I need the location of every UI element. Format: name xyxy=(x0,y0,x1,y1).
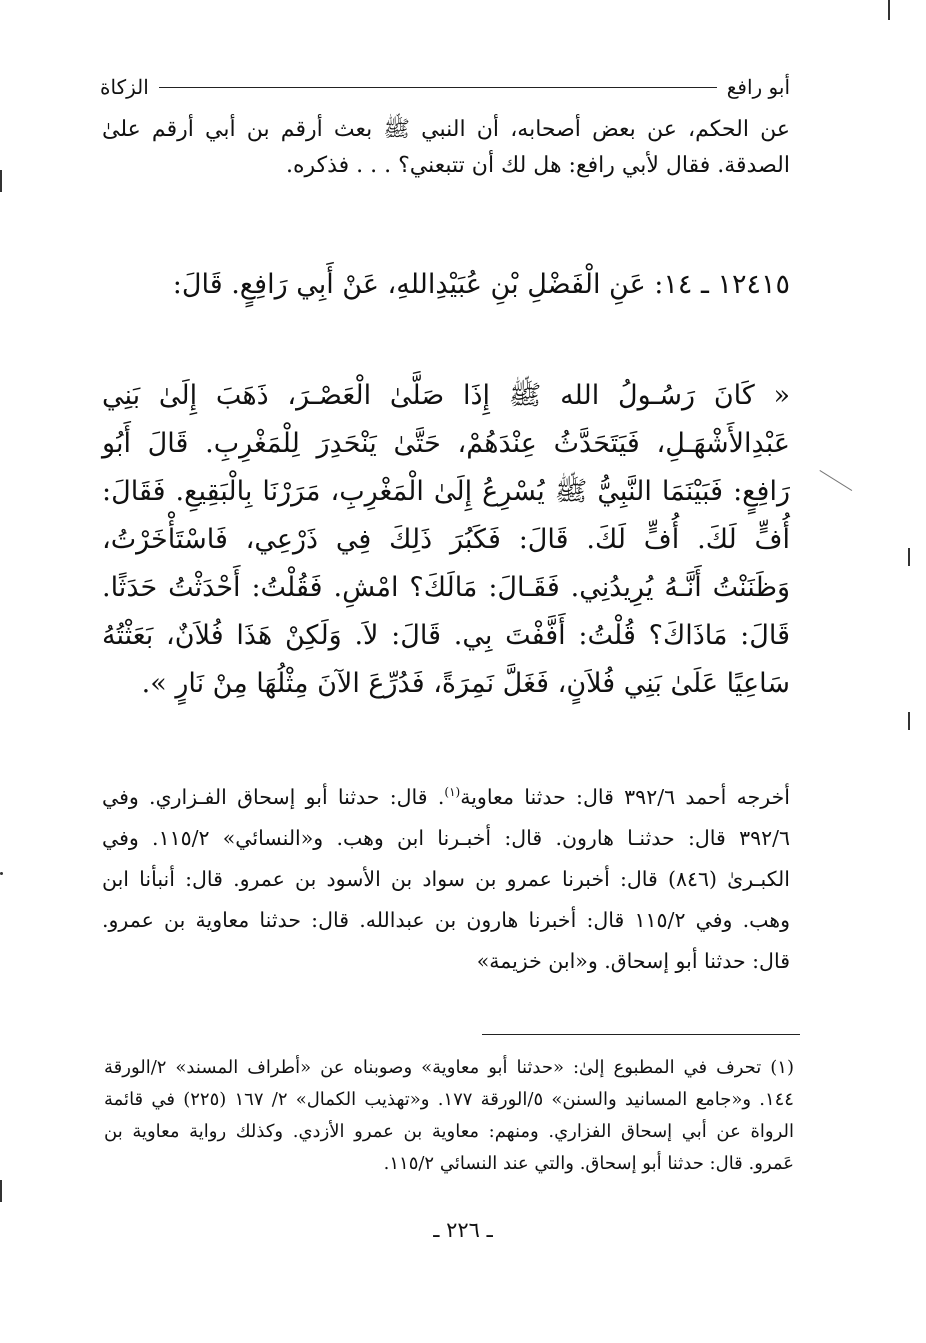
scan-dot xyxy=(0,872,3,875)
takhrij-text-rest: . قال: حدثنا أبو إسحاق الفـزاري. وفي ٣٩٢/٦ قال: حدثنـا هارون. قال: أخبـرنا ابن وهب. و«النسائي» ١١٥/٢. وفي الكبـرىٰ (٨٤٦) قال: أخبرنا عمرو بن سواد بن الأسود بن عمرو. قال: أنبأنا ابن وهب. وفي ١١٥/٢ قال: أخبرنا هارون بن عبدالله. قال: حدثنا معاوية بن عمرو. قال: حدثنا أبو إسحاق. و«ابن خزيمة» xyxy=(102,784,791,973)
scan-margin-mark xyxy=(888,0,890,20)
footnote-separator xyxy=(482,1034,800,1035)
scan-margin-mark xyxy=(908,712,910,730)
scan-margin-mark xyxy=(0,170,2,192)
scan-margin-mark xyxy=(908,548,910,566)
running-header xyxy=(100,72,790,102)
footnote: (١) تحرف في المطبوع إلىٰ: «حدثنا أبو معاوية» وصوبناه عن «أطراف المسند» ٢/الورقة ١٤٤. و«جامع المسانيد والسنن» ٥/الورقة ١٧٧. و«تهذيب الكمال» ٢/ ١٦٧ (٢٢٥) في قائمة الرواة عن أبي إسحاق الفزاري. ومنهم: معاوية بن عمرو الأزدي. وكذلك رواية معاوية بن عَمرو. قال: حدثنا أبو إسحاق. والتي عند النسائي ١١٥/٢. xyxy=(104,1057,794,1174)
hadith-text: « كَانَ رَسُـولُ الله ﷺ إِذَا صَلَّىٰ الْعَصْـرَ، ذَهَبَ إِلَىٰ بَنِي عَبْدِالأَشْهَـلِ، فَيَتَحَدَّثُ عِنْدَهُمْ، حَتَّىٰ يَنْحَدِرَ لِلْمَغْرِبِ. قَالَ أَبُو رَافِعٍ: فَبَيْنَمَا النَّبِيُّ ﷺ يُسْرِعُ إِلَىٰ الْمَغْرِبِ، مَرَرْنَا بِالْبَقِيعِ. فَقَالَ: أُفٍّ لَكَ. أُفٍّ لَكَ. قَالَ: فَكَبُرَ ذَلِكَ فِي ذَرْعِي، فَاسْتَأْخَرْتُ، وَظَنَنْتُ أَنَّـهُ يُرِيدُنِي. فَقَـالَ: مَالَكَ؟ امْشِ. فَقُلْتُ: أَحْدَثْتُ حَدَثًا. قَالَ: مَاذَاكَ؟ قُلْتُ: أَفَّفْتَ بِي. قَالَ: لاَ. وَلَكِنْ هَذَا فُلاَنٌ، بَعَثْتُهُ سَاعِيًا عَلَىٰ بَنِي فُلاَنٍ، فَغَلَّ نَمِرَةً، فَدُرِّعَ الآنَ مِثْلُهَا مِنْ نَارٍ ». xyxy=(102,380,790,699)
hadith-heading: ١٢٤١٥ ـ ١٤: عَنِ الْفَضْلِ بْنِ عُبَيْدِاللهِ، عَنْ أَبِي رَافِعٍ. قَالَ: xyxy=(172,269,790,300)
header-section-title: الزكاة xyxy=(100,75,149,99)
scan-stray-line xyxy=(819,470,852,491)
takhrij-text-start: أخرجه أحمد ٣٩٢/٦ قال: حدثنا معاوية xyxy=(460,784,790,809)
footnote-marker: (١) xyxy=(444,785,461,799)
header-chapter-title: أبو رافع xyxy=(726,75,790,99)
scan-margin-mark xyxy=(0,1180,2,1202)
page-number: ـ ٢٢٦ ـ xyxy=(433,1218,493,1242)
header-rule xyxy=(159,87,717,88)
intro-paragraph: عن الحكم، عن بعض أصحابه، أن النبي ﷺ بعث أرقم بن أبي أرقم علىٰ الصدقة. فقال لأبي رافع: هل لك أن تتبعني؟ . . . فذكره. xyxy=(102,117,790,178)
takhrij-paragraph xyxy=(102,772,790,982)
